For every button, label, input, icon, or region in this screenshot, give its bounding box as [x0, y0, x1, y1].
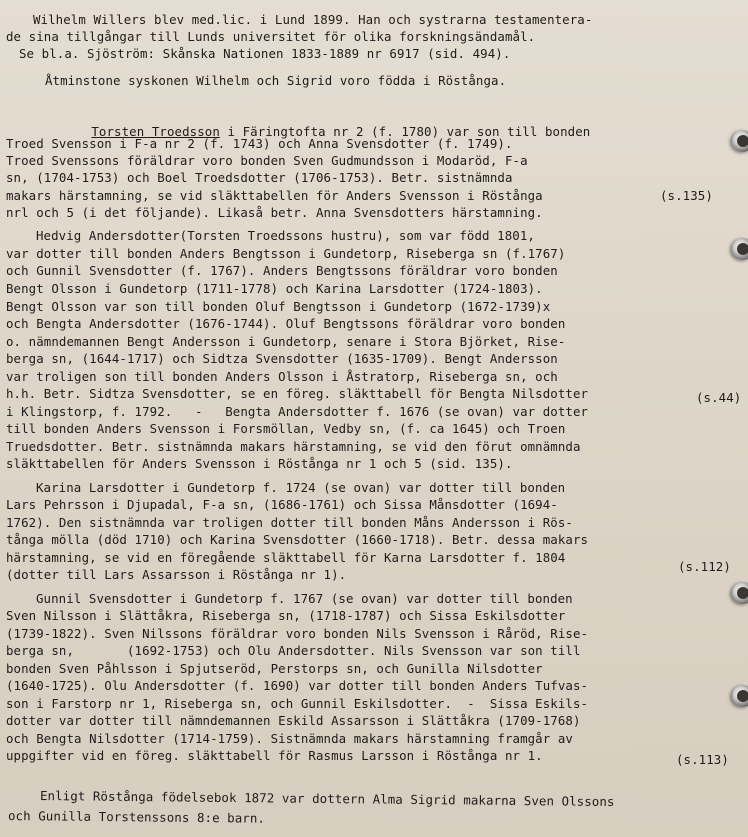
text-line: Hedvig Andersdotter(Torsten Troedssons hustru), som var född 1801,: [36, 228, 535, 243]
text-line: tånga mölla (död 1710) och Karina Svensdotter (1660-1718). Betr. dessa makars: [6, 532, 589, 547]
binder-ring: [732, 582, 748, 604]
text-line: (1739-1822). Sven Nilssons föräldrar voro bonden Nils Svensson i Råröd, Rise-: [6, 626, 589, 641]
text-line: Karina Larsdotter i Gundetorp f. 1724 (se ovan) var dotter till bonden: [36, 480, 566, 495]
text-line: de sina tillgångar till Lunds universitet för olika forskningsändamål.: [6, 29, 536, 44]
text-line: uppgifter vid en föreg. släkttabell för Rasmus Larsson i Röstånga nr 1.: [6, 748, 543, 763]
text-line: son i Farstorp nr 1, Riseberga sn, och Gunnil Eskilsdotter. - Sissa Eskils-: [6, 696, 589, 711]
text-line: Lars Pehrsson i Djupadal, F-a sn, (1686-1761) och Sissa Månsdotter (1694-: [6, 497, 558, 512]
binder-ring: [732, 238, 748, 260]
text-line: (dotter till Lars Assarsson i Röstånga nr 1).: [6, 567, 347, 582]
text-line: härstamning, se vid en föregående släkttabell för Karna Larsdotter f. 1804: [6, 550, 566, 565]
text-line: sn, (1704-1753) och Boel Troedsdotter (1706-1753). Betr. sistnämnda: [6, 170, 513, 185]
text-line: och Gunnil Svensdotter (f. 1767). Anders Bengtssons föräldrar voro bonden: [6, 263, 558, 278]
text-fragment: i Färingtofta nr 2 (f. 1780) var son till bonden: [219, 124, 591, 140]
text-line: (1640-1725). Olu Andersdotter (f. 1690) var dotter till bonden Anders Tufvas-: [6, 678, 589, 693]
text-line: och Bengta Andersdotter (1676-1744). Oluf Bengtssons föräldrar voro bonden: [6, 316, 566, 331]
margin-note: (s.44): [696, 390, 742, 405]
text-line: Truedsdotter. Betr. sistnämnda makars härstamning, se vid den förut omnämnda: [6, 439, 581, 454]
binder-ring: [732, 685, 748, 707]
text-line: till bonden Anders Svensson i Forsmöllan, Vedby sn, (f. ca 1645) och Troen: [6, 421, 566, 436]
text-line: 1762). Den sistnämnda var troligen dotter till bonden Måns Andersson i Rös-: [6, 515, 573, 530]
margin-note: (s.113): [676, 752, 729, 767]
text-line: h.h. Betr. Sidtza Svensdotter, se en föreg. släkttabell för Bengta Nilsdotter: [6, 386, 589, 401]
text-line: Enligt Röstånga födelsebok 1872 var dottern Alma Sigrid makarna Sven Olssons: [39, 788, 615, 810]
margin-note: (s.112): [678, 559, 731, 574]
text-line: i Klingstorp, f. 1792. - Bengta Andersdotter f. 1676 (se ovan) var dotter: [6, 404, 589, 419]
text-line: och Gunilla Torstenssons 8:e barn.: [7, 808, 266, 826]
text-line: och Bengta Nilsdotter (1714-1759). Sistnämnda makars härstamning framgår av: [6, 731, 573, 746]
text-line: Se bl.a. Sjöström: Skånska Nationen 1833-1889 nr 6917 (sid. 494).: [19, 46, 511, 61]
text-line: Sven Nilsson i Slättåkra, Riseberga sn, (1718-1787) och Sissa Eskilsdotter: [6, 608, 566, 623]
text-line: var dotter till bonden Anders Bengtsson i Gundetorp, Riseberga sn (f.1767): [6, 246, 566, 261]
binder-ring: [732, 130, 748, 152]
text-line: Gunnil Svensdotter i Gundetorp f. 1767 (se ovan) var dotter till bonden: [36, 591, 573, 606]
text-line: nrl och 5 (i det följande). Likaså betr. Anna Svensdotters härstamning.: [6, 205, 543, 220]
text-line: o. nämndemannen Bengt Andersson i Gundetorp, senare i Stora Björket, Rise-: [6, 334, 566, 349]
margin-note: (s.135): [660, 188, 713, 203]
text-line: Bengt Olsson var son till bonden Oluf Bengtsson i Gundetorp (1672-1739)x: [6, 299, 551, 314]
text-line: makars härstamning, se vid släkttabellen för Anders Svensson i Röstånga: [6, 188, 543, 203]
text-line: Troed Svensson i F-a nr 2 (f. 1743) och Anna Svensdotter (f. 1749).: [6, 136, 513, 151]
text-line: Wilhelm Willers blev med.lic. i Lund 1899. Han och systrarna testamentera-: [33, 12, 593, 27]
text-line: dotter var dotter till nämndemannen Eskild Assarsson i Slättåkra (1709-1768): [6, 713, 581, 728]
text-line: var troligen son till bonden Anders Olsson i Åstratorp, Riseberga sn, och: [6, 369, 558, 384]
person-name-heading: Torsten Troedsson: [91, 124, 220, 140]
text-line: berga sn, (1644-1717) och Sidtza Svensdotter (1635-1709). Bengt Andersson: [6, 351, 558, 366]
text-line: berga sn, (1692-1753) och Olu Andersdotter. Nils Svensson var son till: [6, 643, 581, 658]
text-line: Åtminstone syskonen Wilhelm och Sigrid voro födda i Röstånga.: [45, 73, 507, 88]
text-line: Bengt Olsson i Gundetorp (1711-1778) och Karina Larsdotter (1724-1803).: [6, 281, 543, 296]
text-line: släkttabellen för Anders Svensson i Röstånga nr 1 och 5 (sid. 135).: [6, 456, 513, 471]
text-line: Troed Svenssons föräldrar voro bonden Sven Gudmundsson i Modaröd, F-a: [6, 153, 528, 168]
text-line: bonden Sven Påhlsson i Spjutseröd, Perstorps sn, och Gunilla Nilsdotter: [6, 661, 543, 676]
